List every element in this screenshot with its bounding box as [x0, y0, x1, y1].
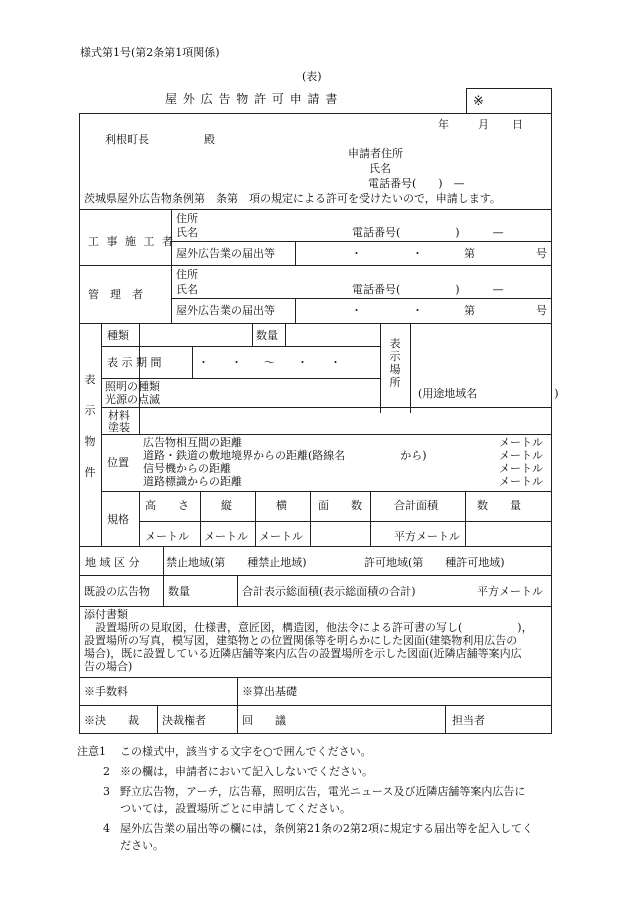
date-day: 日 — [512, 118, 523, 131]
date-month: 月 — [478, 118, 489, 131]
display-period-field: ・ ・ 〜 ・ ・ — [198, 356, 341, 369]
manager-phone-label: 電話番号( ) — — [352, 283, 504, 296]
use-zone-field: (用途地域名 ) — [418, 387, 559, 400]
note-text: ついては，設置場所ごとに申請してください。 — [120, 802, 351, 815]
spec-total-area-header: 合計面積 — [394, 499, 438, 512]
contractor-address-label: 住所 — [176, 212, 198, 225]
display-location-label: 表 示 場 所 — [389, 337, 401, 389]
position-label: 位置 — [107, 456, 129, 469]
contractor-notice-dot: ・ — [351, 247, 362, 260]
kind-label: 種類 — [107, 329, 129, 342]
contractor-name-label: 氏名 — [176, 226, 198, 239]
coating-label: 塗装 — [108, 421, 130, 434]
note-text: 野立広告物，アーチ，広告幕，照明広告，電光ニュース及び近隣店舗等案内広告に — [120, 785, 526, 798]
honorific: 殿 — [204, 133, 215, 146]
permitted-zone-field: 許可地域(第 種許可地域) — [364, 556, 505, 569]
meter-unit: メートル — [259, 530, 303, 543]
manager-notice-number-prefix: 第 — [464, 304, 475, 317]
spec-horizontal-header: 横 — [276, 499, 287, 512]
lighting-type-label: 照明の種類 — [105, 380, 160, 393]
contractor-label: 工 事 施 工 者 — [88, 235, 175, 248]
spec-faces-header: 面 数 — [318, 499, 362, 512]
meter-unit: メートル — [204, 530, 248, 543]
attachments-line: 告の場合) — [84, 660, 133, 673]
position-item: 信号機からの距離 — [143, 462, 231, 475]
manager-notice-number-suffix: 号 — [536, 304, 547, 317]
manager-notice-dot: ・ — [412, 304, 423, 317]
contractor-notice-label: 屋外広告業の届出等 — [176, 247, 275, 260]
display-item-label: 表 示 物 件 — [84, 373, 96, 479]
contractor-phone-label: 電話番号( ) — — [352, 226, 504, 239]
display-period-label: 表 示 期 間 — [107, 356, 162, 369]
meter-unit: メートル — [499, 449, 543, 462]
existing-total-area-label: 合計表示総面積(表示総面積の合計) — [242, 585, 416, 598]
request-statement: 茨城県屋外広告物条例第 条第 項の規定による許可を受けたいので，申請します。 — [84, 192, 501, 205]
light-blink-label: 光源の点滅 — [105, 393, 160, 406]
existing-quantity-label: 数量 — [168, 585, 190, 598]
review-label: 回 議 — [242, 714, 286, 727]
addressee: 利根町長 — [105, 133, 149, 146]
note-number: 3 — [103, 785, 110, 798]
note-text: ※の欄は，申請者において記入しないでください。 — [120, 765, 373, 778]
manager-notice-dot: ・ — [351, 304, 362, 317]
position-item: 道路標識からの距離 — [143, 475, 242, 488]
meter-unit: メートル — [145, 530, 189, 543]
fee-label: ※手数料 — [84, 685, 128, 698]
decision-authority-label: 決裁権者 — [162, 714, 206, 727]
prohibited-zone-field: 禁止地域(第 種禁止地域) — [166, 556, 307, 569]
attachments-line: 設置場所の見取図，仕様書，意匠図，構造図，他法令による許可書の写し( )， — [84, 621, 533, 634]
spec-height-header: 高 さ — [145, 499, 189, 512]
manager-address-label: 住所 — [176, 268, 198, 281]
date-year: 年 — [438, 118, 449, 131]
note-number: 4 — [103, 822, 110, 835]
contractor-notice-dot: ・ — [412, 247, 423, 260]
form-title: 屋 外 広 告 物 許 可 申 請 書 — [165, 92, 339, 106]
sqm-unit: 平方メートル — [394, 530, 460, 543]
manager-notice-label: 屋外広告業の届出等 — [176, 304, 275, 317]
applicant-name-label: 氏名 — [369, 162, 391, 175]
spec-vertical-header: 縦 — [221, 499, 232, 512]
spec-label: 規格 — [107, 513, 129, 526]
sqm-unit: 平方メートル — [477, 585, 543, 598]
attachments-line: 設置場所の写真，模写図，建築物との位置関係等を明らかにした図面(建築物利用広告の — [84, 634, 518, 647]
form-number: 様式第1号(第2条第1項関係) — [80, 46, 220, 59]
attachments-line: 場合)，既に設置している近隣店舗等案内広告の設置場所を示した図面(近隣店舗等案内広 — [84, 647, 522, 660]
side-label: (表) — [302, 70, 322, 83]
contractor-notice-number-suffix: 号 — [536, 247, 547, 260]
manager-name-label: 氏名 — [176, 283, 198, 296]
attachments-label: 添付書類 — [84, 608, 128, 621]
meter-unit: メートル — [499, 475, 543, 488]
spec-count-header: 数 量 — [477, 499, 521, 512]
contractor-notice-number-prefix: 第 — [464, 247, 475, 260]
position-item: 広告物相互間の距離 — [143, 436, 242, 449]
calculation-basis-label: ※算出基礎 — [242, 685, 297, 698]
applicant-address-label: 申請者住所 — [348, 147, 403, 160]
receipt-mark: ※ — [473, 94, 484, 109]
quantity-label: 数量 — [256, 329, 278, 342]
material-label: 材料 — [108, 409, 130, 422]
applicant-phone-label: 電話番号( ) — — [368, 177, 465, 190]
note-text: ださい。 — [120, 839, 164, 852]
existing-ads-label: 既設の広告物 — [84, 585, 150, 598]
note-text: この様式中，該当する文字を○で囲んでください。 — [120, 745, 372, 758]
meter-unit: メートル — [499, 462, 543, 475]
manager-label: 管 理 者 — [88, 288, 143, 301]
position-item: 道路・鉄道の敷地境界からの距離(路線名 から) — [143, 449, 427, 462]
decision-label: ※決 裁 — [84, 714, 139, 727]
note-text: 屋外広告業の届出等の欄には，条例第21条の2第2項に規定する届出等を記入してく — [120, 822, 533, 835]
note-number: 注意1 — [77, 745, 106, 758]
meter-unit: メートル — [499, 436, 543, 449]
note-number: 2 — [103, 765, 110, 778]
staff-label: 担当者 — [452, 714, 485, 727]
zone-label: 地 域 区 分 — [85, 556, 140, 569]
